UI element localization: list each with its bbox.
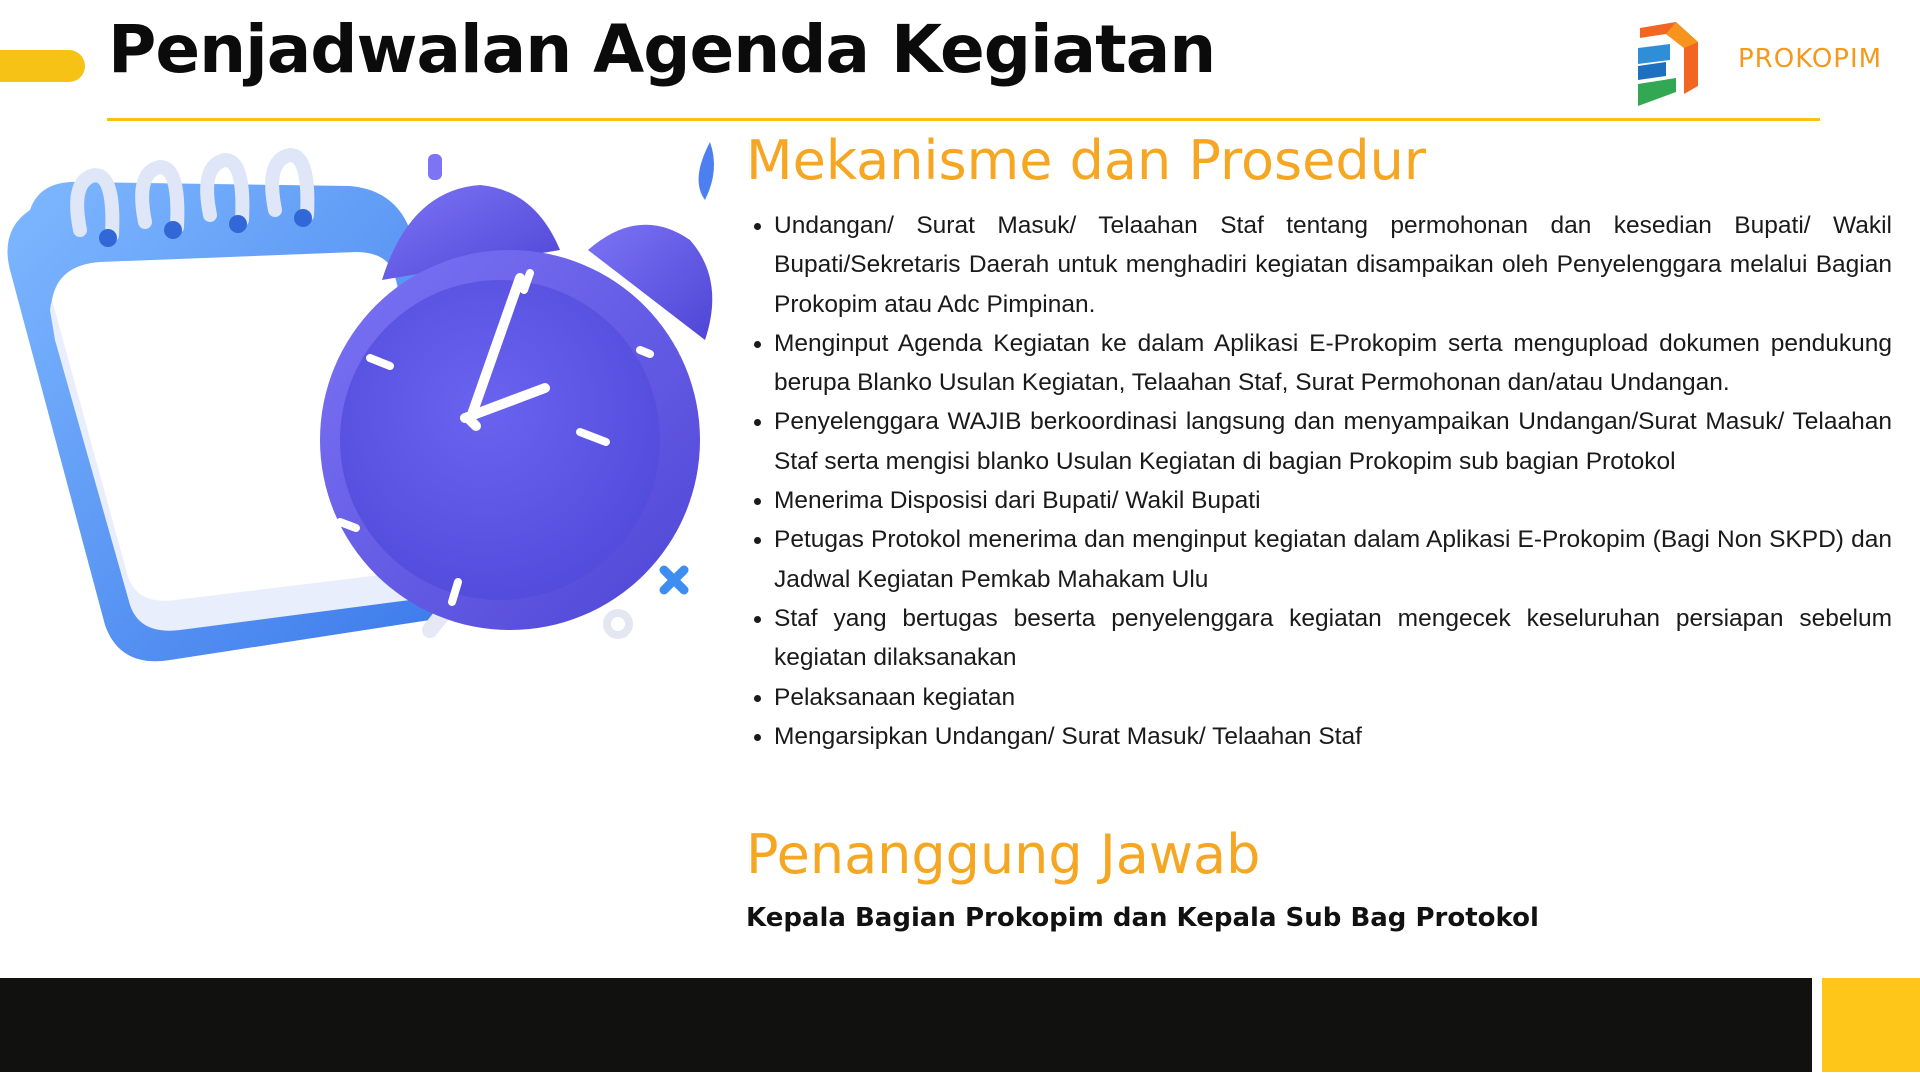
list-item: Mengarsipkan Undangan/ Surat Masuk/ Telaahan Staf xyxy=(774,717,1892,756)
list-item: Menerima Disposisi dari Bupati/ Wakil Bupati xyxy=(774,481,1892,520)
list-item: Undangan/ Surat Masuk/ Telaahan Staf tentang permohonan dan kesedian Bupati/ Wakil Bupati/Sekretaris Daerah untuk menghadiri kegiatan disampaikan oleh Penyelenggara melalui Bagian Prokopim atau Adc Pimpinan. xyxy=(774,206,1892,324)
calendar-clock-illustration xyxy=(0,140,720,680)
responsible-text: Kepala Bagian Prokopim dan Kepala Sub Bag Protokol xyxy=(746,903,1539,933)
list-item: Pelaksanaan kegiatan xyxy=(774,678,1892,717)
prokopim-logo-icon xyxy=(1636,20,1704,108)
procedure-heading: Mekanisme dan Prosedur xyxy=(746,129,1427,192)
page-title: Penjadwalan Agenda Kegiatan xyxy=(108,11,1216,88)
list-item: Penyelenggara WAJIB berkoordinasi langsung dan menyampaikan Undangan/Surat Masuk/ Telaahan Staf serta mengisi blanko Usulan Kegiatan di bagian Prokopim sub bagian Protokol xyxy=(774,402,1892,481)
accent-pill xyxy=(0,50,85,82)
list-item: Petugas Protokol menerima dan menginput kegiatan dalam Aplikasi E-Prokopim (Bagi Non SKPD) dan Jadwal Kegiatan Pemkab Mahakam Ulu xyxy=(774,520,1892,599)
footer-bar xyxy=(0,978,1812,1072)
procedure-list xyxy=(746,206,1892,756)
ring-sparkle-icon xyxy=(607,613,629,635)
cross-sparkle-icon xyxy=(664,570,684,590)
responsible-heading: Penanggung Jawab xyxy=(746,823,1261,886)
list-item: Staf yang bertugas beserta penyelenggara kegiatan mengecek keseluruhan persiapan sebelum kegiatan dilaksanakan xyxy=(774,599,1892,678)
footer-accent-square xyxy=(1822,978,1920,1072)
list-item: Menginput Agenda Kegiatan ke dalam Aplikasi E-Prokopim serta mengupload dokumen pendukung berupa Blanko Usulan Kegiatan, Telaahan Staf, Surat Permohonan dan/atau Undangan. xyxy=(774,324,1892,403)
title-underline xyxy=(107,118,1820,121)
brand-name: PROKOPIM xyxy=(1738,44,1883,74)
